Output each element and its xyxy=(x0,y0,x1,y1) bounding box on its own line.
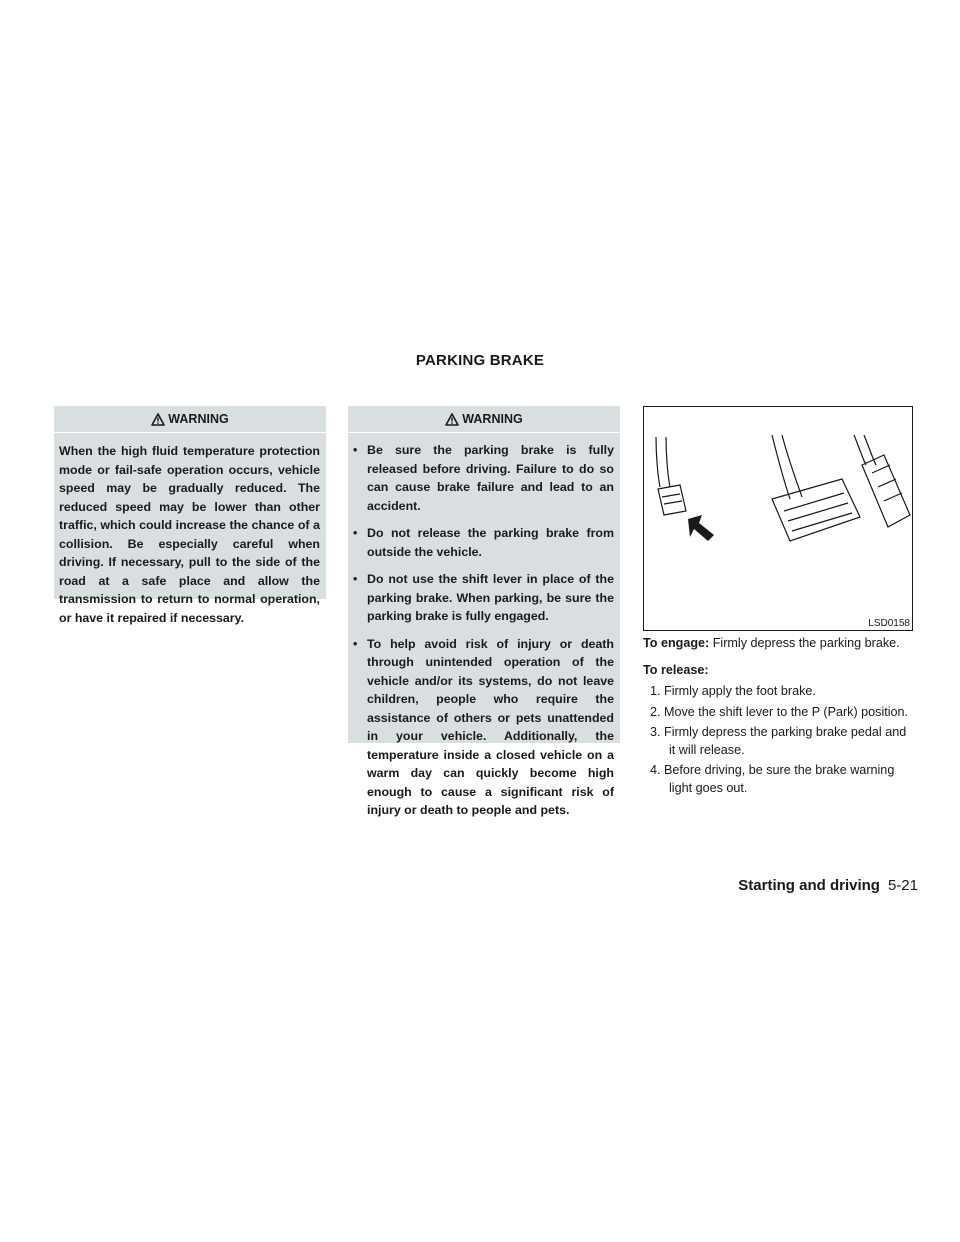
warning-heading: WARNING xyxy=(168,412,229,426)
parking-brake-figure xyxy=(643,406,913,631)
page-footer xyxy=(738,877,918,894)
warning-heading: WARNING xyxy=(462,412,523,426)
warning-box-parking-brake xyxy=(348,406,620,817)
arrow-icon xyxy=(688,515,714,541)
page-number: 5-21 xyxy=(887,877,918,894)
release-step: 4. Before driving, be sure the brake warning light goes out. xyxy=(650,763,895,796)
warning-text: When the high fluid temperature protection mode or fail-safe operation occurs, vehicle speed may be gradually reduced. The reduced speed may be lower than other traffic, which could increase the chance of a collision. Be especially careful when driving. If necessary, pull to the side of the road at a safe place and allow the transmission to return to normal operation, or have it repaired if necessary. xyxy=(59,444,320,625)
release-step: 3. Firmly depress the parking brake pedal and it will release. xyxy=(650,724,907,758)
release-steps xyxy=(643,682,914,797)
release-step: 2. Move the shift lever to the P (Park) position. xyxy=(650,704,909,719)
warning-item: • To help avoid risk of injury or death through unintended operation of the vehicle and/or its systems, do not leave children, people who require the assistance of others or pets unattended in your vehicle. Additionally, the temperature inside a closed vehicle on a warm day can quickly become high enough to cause a significant risk of injury or death to people and pets. xyxy=(353,635,614,820)
warning-item: • Be sure the parking brake is fully released before driving. Failure to do so can cause brake failure and lead to an accident. xyxy=(353,441,614,515)
warning-header xyxy=(348,406,620,433)
warning-box-transmission xyxy=(54,406,326,625)
engage-text: Firmly depress the parking brake. xyxy=(712,636,900,650)
release-label: To release: xyxy=(643,663,709,678)
engage-paragraph xyxy=(643,634,914,652)
parking-brake-pedal-illustration xyxy=(644,407,912,630)
warning-icon xyxy=(445,413,459,426)
engage-label: To engage: xyxy=(643,636,710,650)
warning-icon xyxy=(151,413,165,426)
parking-brake-instructions xyxy=(643,634,914,800)
warning-list xyxy=(348,433,620,839)
chapter-title: Starting and driving xyxy=(738,877,880,894)
release-step: 1. Firmly apply the foot brake. xyxy=(650,684,816,699)
warning-item: • Do not release the parking brake from outside the vehicle. xyxy=(353,524,614,561)
section-title: PARKING BRAKE xyxy=(415,352,545,369)
warning-item: • Do not use the shift lever in place of the parking brake. When parking, be sure the parking brake is fully engaged. xyxy=(353,570,614,626)
figure-label: LSD0158 xyxy=(868,618,910,629)
warning-header xyxy=(54,406,326,433)
